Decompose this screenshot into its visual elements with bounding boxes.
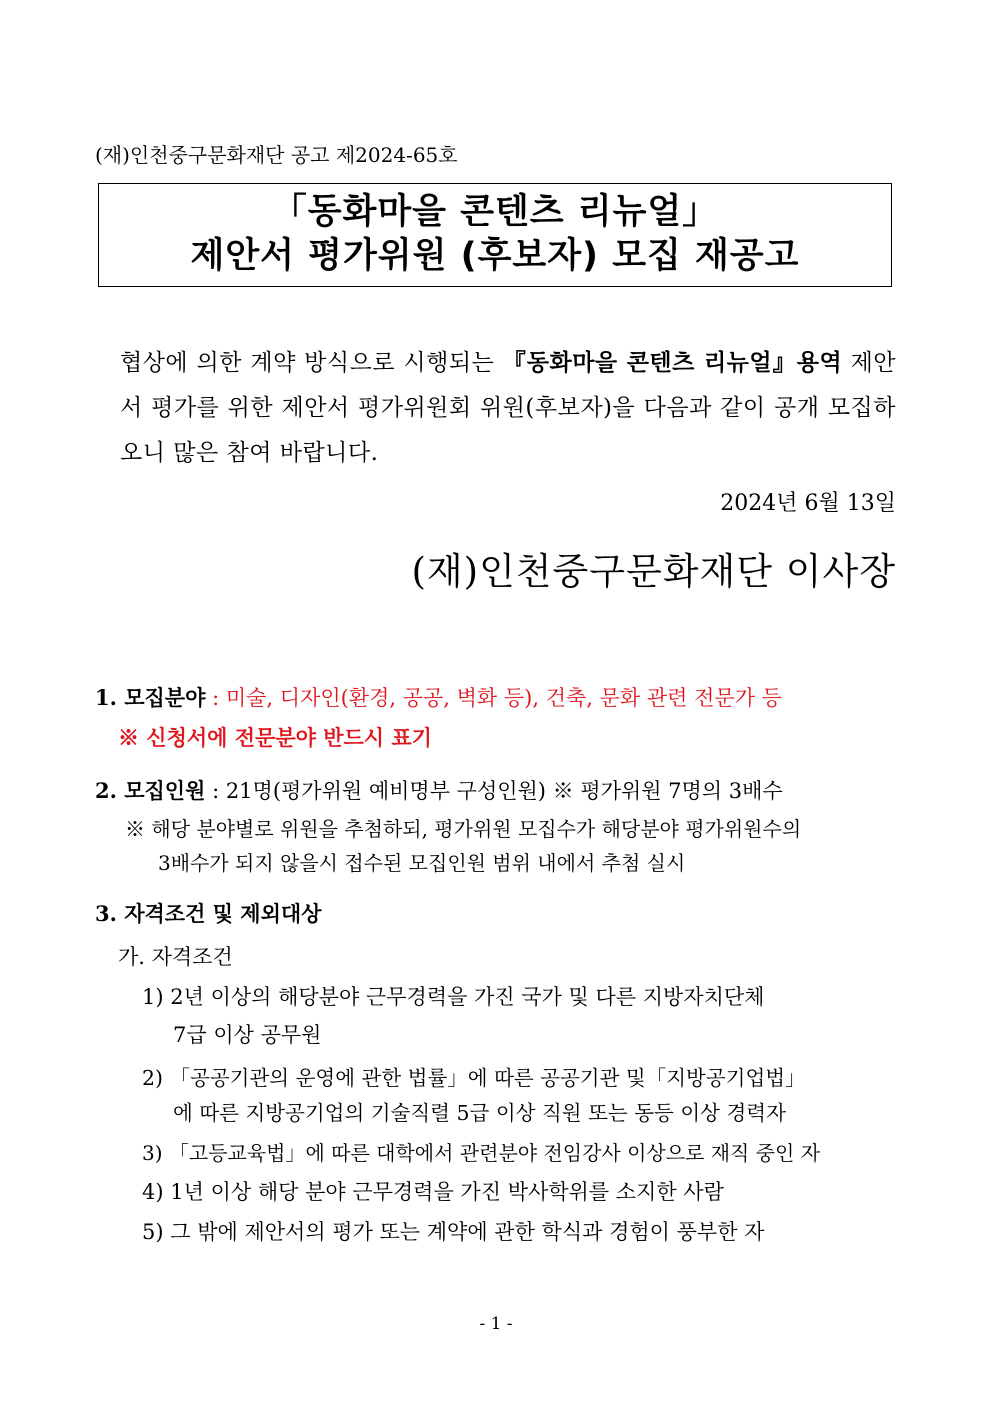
title-line-1: 「동화마을 콘텐츠 리뉴얼」 [271,192,719,232]
title-line-2: 제안서 평가위원 (후보자) 모집 재공고 [190,236,800,276]
intro-text-1: 협상에 의한 계약 방식으로 시행되는 [120,350,503,376]
notice-number: (재)인천중구문화재단 공고 제2024-65호 [95,143,458,167]
list-item-4-number: 4) [142,1180,164,1204]
section-2-note-line-1: ※ 해당 분야별로 위원을 추첨하되, 평가위원 모집수가 해당분야 평가위원수의 [125,817,802,841]
list-item-4-text: 1년 이상 해당 분야 근무경력을 가진 박사학위를 소지한 사람 [170,1180,724,1204]
list-item-5 [142,1215,764,1249]
page-number: - 1 - [479,1314,513,1334]
title-box [98,183,892,287]
section-1-content: 미술, 디자인(환경, 공공, 벽화 등), 건축, 문화 관련 전문가 등 [225,686,782,710]
section-3-sub-heading: 가. 자격조건 [118,945,233,969]
list-item-3-number: 3) [142,1141,163,1165]
list-item-1-continuation: 7급 이상 공무원 [173,1023,322,1047]
section-2-content: : 21명(평가위원 예비명부 구성인원) ※ 평가위원 7명의 3배수 [205,779,783,803]
section-1-separator: : [205,686,226,710]
list-item-3-text: 「고등교육법」에 따른 대학에서 관련분야 전임강사 이상으로 재직 중인 자 [168,1141,821,1165]
section-3-heading: 3. 자격조건 및 제외대상 [95,901,322,926]
section-2-line [95,774,783,808]
list-item-2 [142,1061,806,1095]
list-item-3 [142,1136,820,1170]
section-1-note: ※ 신청서에 전문분야 반드시 표기 [118,725,432,750]
list-item-2-number: 2) [142,1066,164,1090]
intro-text-2: 제안서 평가를 위한 제안서 평가위원회 위원(후보자)을 다음과 같이 공개 모집하오니 많은 참여 바랍니다. [120,350,897,466]
list-item-2-text: 「공공기관의 운영에 관한 법률」에 따른 공공기관 및「지방공기업법」 [169,1066,806,1090]
section-2-note-line-2: 3배수가 되지 않을시 접수된 모집인원 범위 내에서 추첨 실시 [158,851,686,875]
section-2-heading: 2. 모집인원 [95,778,206,803]
list-item-5-number: 5) [142,1220,164,1244]
list-item-2-continuation: 에 따른 지방공기업의 기술직렬 5급 이상 직원 또는 동등 이상 경력자 [173,1101,786,1125]
section-1-heading: 1. 모집분야 [95,685,206,710]
list-item-1 [142,980,764,1014]
announcement-date: 2024년 6월 13일 [720,491,896,516]
intro-paragraph [120,340,896,476]
section-1-line [95,681,782,715]
list-item-1-number: 1) [142,985,164,1009]
list-item-5-text: 그 밖에 제안서의 평가 또는 계약에 관한 학식과 경험이 풍부한 자 [170,1220,765,1244]
list-item-4 [142,1175,724,1209]
intro-project-name: 『동화마을 콘텐츠 리뉴얼』용역 [502,349,843,376]
issuer-name: (재)인천중구문화재단 이사장 [411,550,896,593]
list-item-1-text: 2년 이상의 해당분야 근무경력을 가진 국가 및 다른 지방자치단체 [170,985,765,1009]
